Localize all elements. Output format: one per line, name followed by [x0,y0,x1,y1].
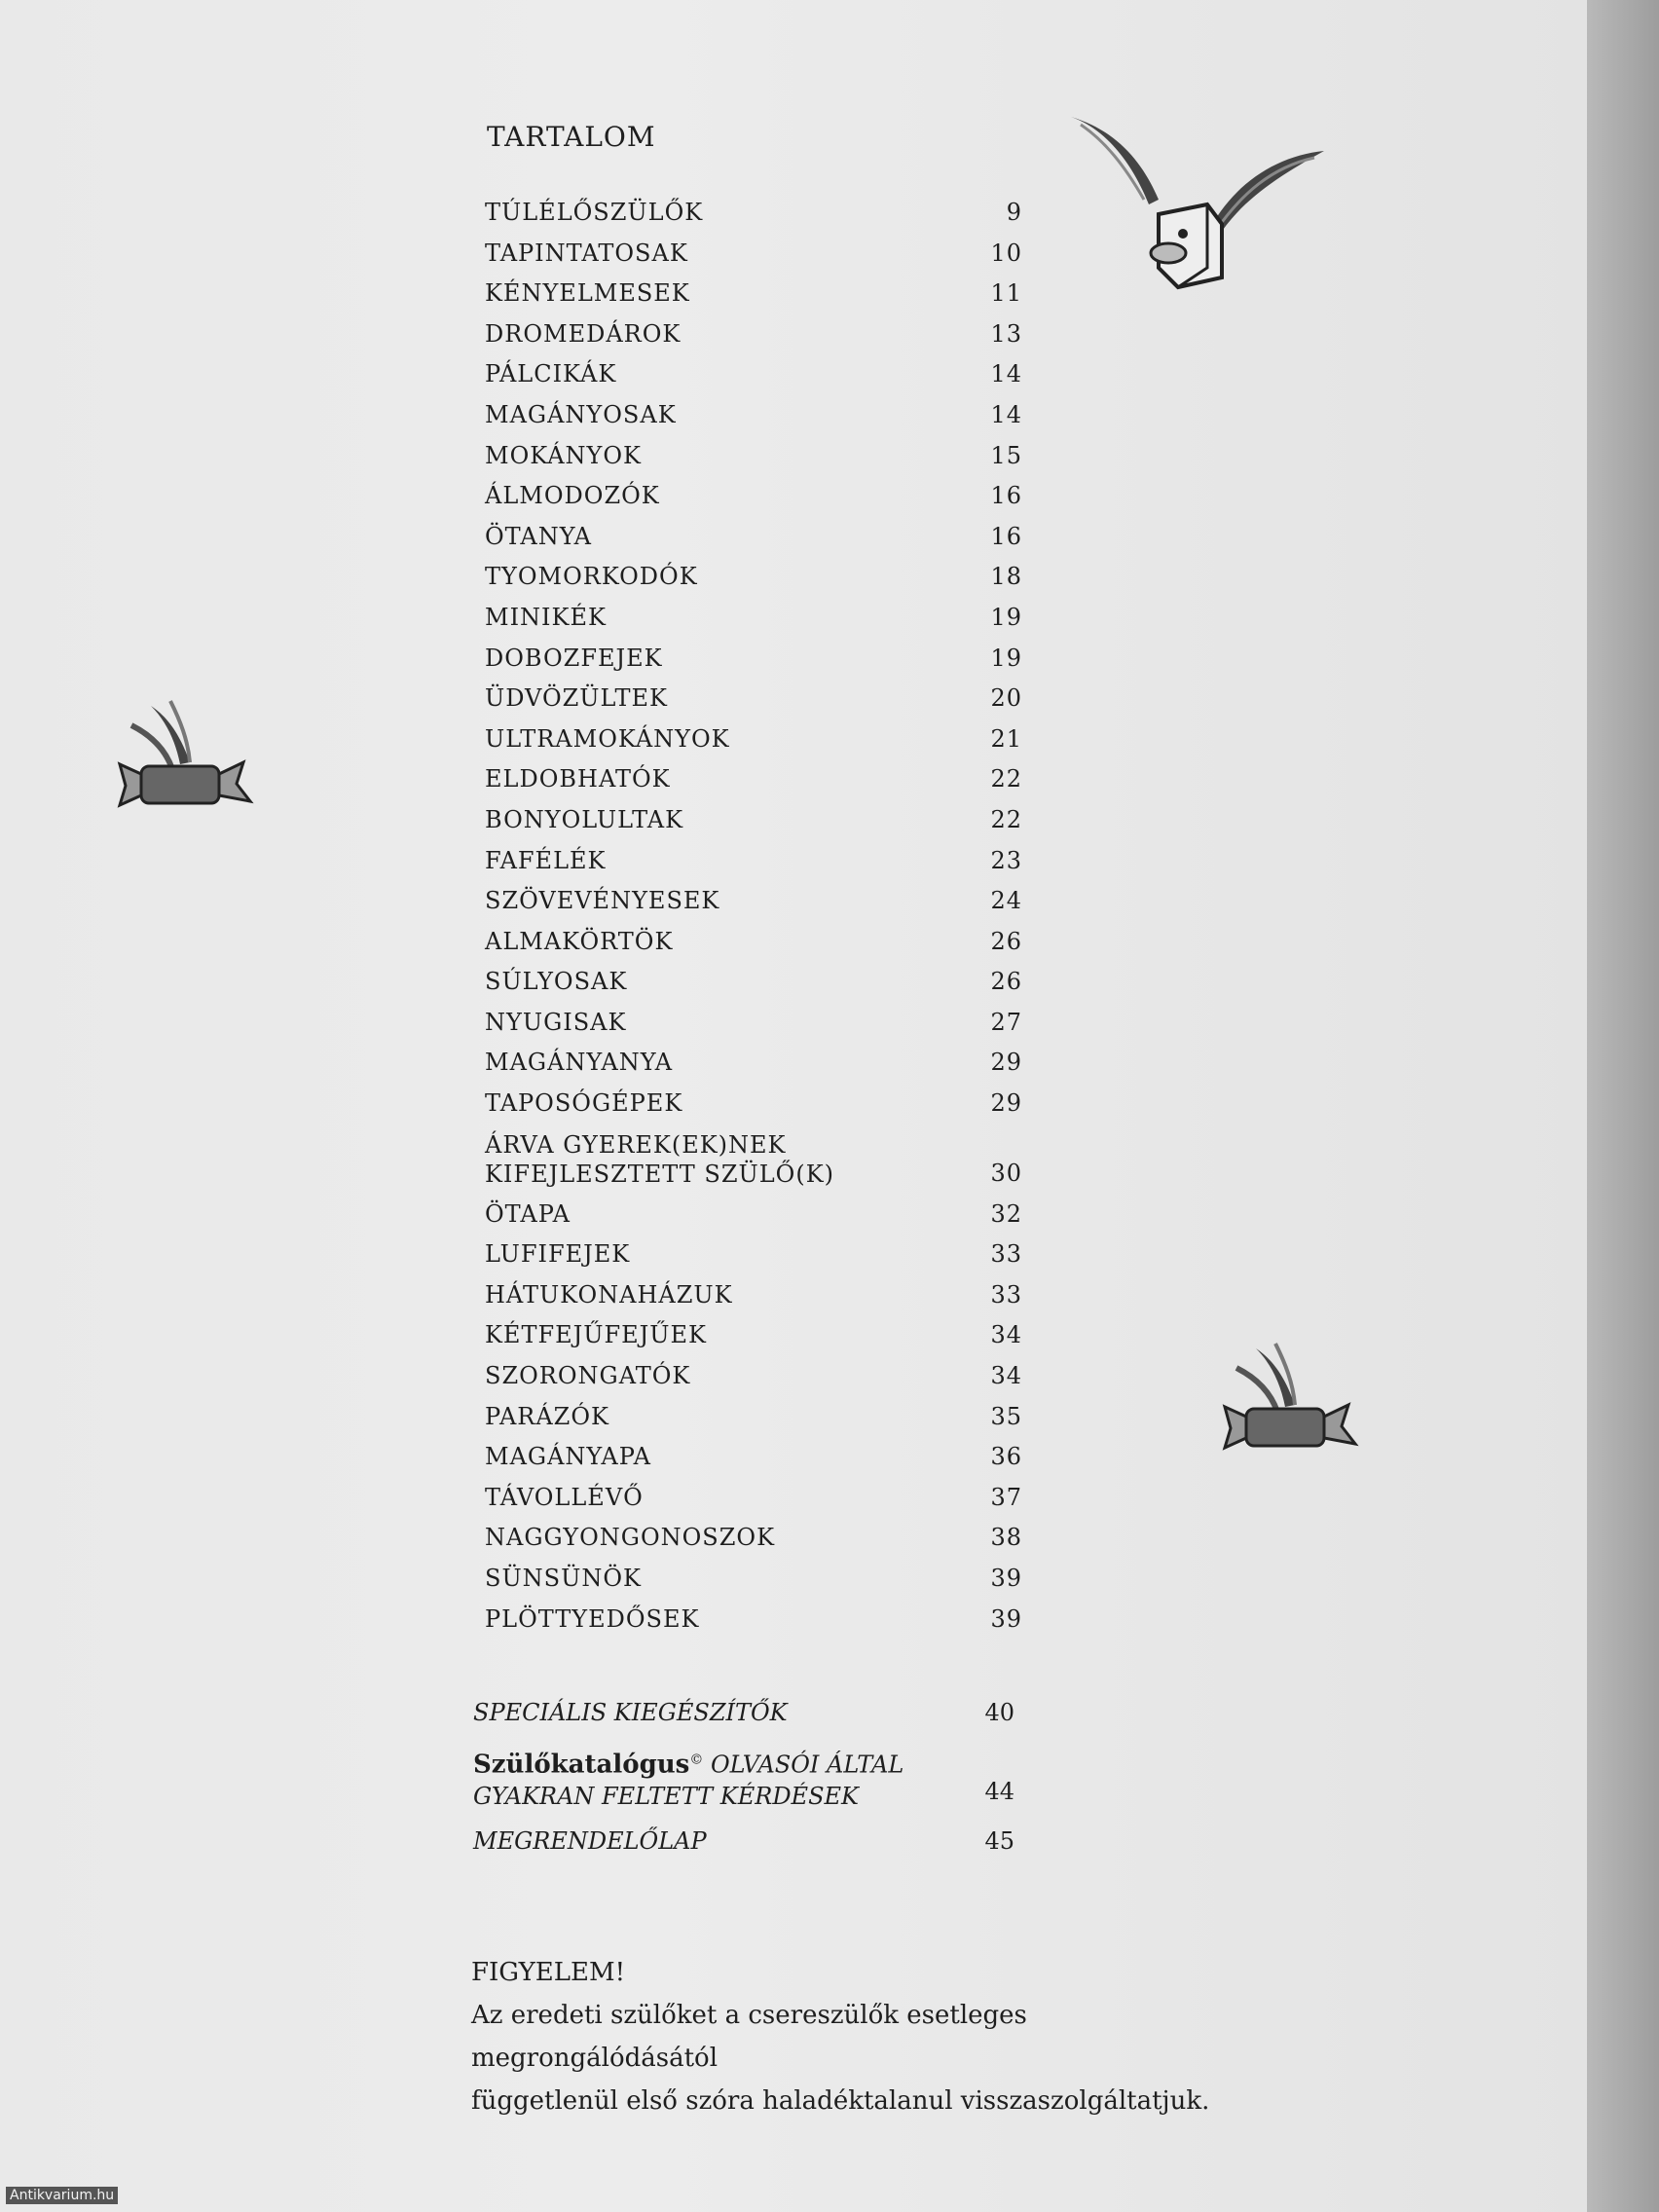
toc-entry [467,598,1032,639]
toc-entry-page: 29 [990,1049,1022,1077]
notice-heading: FIGYELEM! [471,1958,626,1987]
toc-entry [467,1084,1032,1124]
toc-entry-page: 19 [990,603,1022,631]
toc-entry-label: MOKÁNYOK [485,441,642,469]
toc-entry-label: ÖTAPA [485,1199,571,1228]
toc-entry-page: 27 [990,1008,1022,1036]
toc-entry-label: BONYOLULTAK [485,805,684,833]
toc-entry-label: NYUGISAK [485,1008,627,1036]
toc-entry-label: DROMEDÁROK [485,319,682,348]
toc-entry [467,922,1032,963]
toc-entry-label: MINIKÉK [485,603,607,631]
toc-entry-label: ULTRAMOKÁNYOK [485,724,730,753]
brand-name: Szülőkatalógus [473,1750,690,1780]
toc-entry [467,1043,1032,1084]
toc-entry [467,436,1032,477]
toc-entry-page: 38 [990,1524,1022,1552]
toc-entry-label: SZORONGATÓK [485,1362,691,1390]
toc-entry-label: ÖTANYA [485,522,593,550]
toc-entry-page: 39 [990,1604,1022,1633]
toc-entry-label: TÁVOLLÉVŐ [485,1483,644,1511]
toc-entry [467,1275,1032,1316]
toc-entry-page: 9 [1006,199,1022,226]
toc-entry [467,395,1032,436]
toc-entry-label: TAPINTATOSAK [485,239,688,267]
toc-entry-label: SÚLYOSAK [485,968,628,996]
toc-entry-page: 39 [990,1565,1022,1592]
toc-entry-page: 16 [990,522,1022,550]
toc-entry-label: MAGÁNYANYA [485,1049,674,1077]
toc-entry-page: 16 [990,482,1022,510]
toc-entry [467,517,1032,558]
toc-entry-label: ÁLMODOZÓK [485,482,660,510]
toc-entry-label: SZÖVEVÉNYESEK [485,887,720,915]
toc-entry-label: TAPOSÓGÉPEK [485,1089,683,1118]
toc-entry-label: PÁLCIKÁK [485,360,617,388]
toc-entry-page: 14 [990,360,1022,388]
copyright-mark: © [689,1751,704,1767]
toc-entry [467,1600,1032,1641]
toc-entry-page: 34 [990,1362,1022,1390]
toc-entry-page: 24 [990,887,1022,915]
toc-entry-special [473,1692,1018,1733]
toc-entry-label: PARÁZÓK [485,1402,609,1430]
toc-entry-label: MAGÁNYOSAK [485,400,677,428]
toc-entry-page: 23 [990,846,1022,874]
toc-entry [467,234,1032,275]
toc-entry [467,1518,1032,1559]
toc-entry [467,679,1032,719]
toc-entry-label: KÉNYELMESEK [485,279,690,308]
toc-entry-page: 18 [990,563,1022,591]
notice-line-2: függetlenül első szóra haladéktalanul visszaszolgáltatjuk. [471,2086,1210,2116]
toc-entry-page: 35 [990,1402,1022,1430]
page-title: TARTALOM [487,121,656,153]
toc-entry-label: ÜDVÖZÜLTEK [485,684,668,713]
flying-candy-icon [112,696,258,823]
toc-entry-page: 34 [990,1321,1022,1349]
toc-entry [467,1124,1032,1195]
toc-entry [467,354,1032,395]
toc-entry-page: 15 [990,441,1022,469]
toc-entry [467,841,1032,882]
toc-entry-label: NAGGYONGONOSZOK [485,1524,776,1552]
extras-section [473,1692,1018,1862]
toc-entry-label: LUFIFEJEK [485,1240,631,1269]
toc-entry-label: MEGRENDELŐLAP [473,1827,707,1855]
toc-entry-page: 33 [990,1240,1022,1269]
toc-entry-page: 10 [990,239,1022,267]
toc-entry-page: 30 [990,1159,1022,1187]
toc-entry [467,759,1032,800]
toc-entry-label: KÉTFEJŰFEJŰEK [485,1321,707,1349]
toc-entry-label: MAGÁNYAPA [485,1443,651,1471]
toc-entry [467,881,1032,922]
faq-line-1: OLVASÓI ÁLTAL [710,1751,904,1779]
toc-entry [467,1235,1032,1275]
toc-entry [467,476,1032,517]
toc-entry-page: 37 [990,1483,1022,1511]
toc-entry [467,193,1032,234]
toc-entry-label: TYOMORKODÓK [485,563,698,591]
toc-entry-page: 20 [990,684,1022,713]
toc-entry [467,1003,1032,1044]
toc-entry [467,1559,1032,1600]
toc-entry-order [473,1821,1018,1862]
flying-candy-icon [1217,1339,1363,1465]
toc-entry-page: 32 [990,1199,1022,1228]
toc-entry [467,639,1032,680]
toc-entry-page: 44 [984,1778,1014,1805]
toc-entry [467,719,1032,760]
toc-entry-label: HÁTUKONAHÁZUK [485,1280,733,1309]
toc-entry [467,1397,1032,1438]
toc-entry-label: ALMAKÖRTÖK [485,927,674,955]
toc-entry-label: SPECIÁLIS KIEGÉSZÍTŐK [473,1699,788,1726]
toc-entry [467,1195,1032,1235]
table-of-contents [467,193,1032,1640]
toc-entry-page: 45 [984,1827,1014,1855]
toc-entry-page: 13 [990,319,1022,348]
toc-entry-label: TÚLÉLŐSZÜLŐK [485,199,704,226]
toc-entry-page: 14 [990,400,1022,428]
toc-entry-label: SÜNSÜNÖK [485,1565,642,1592]
toc-entry-page: 29 [990,1089,1022,1118]
watermark: Antikvarium.hu [6,2187,118,2204]
toc-entry [467,1478,1032,1519]
toc-entry-faq [473,1743,1018,1821]
toc-entry-label-line: ÁRVA GYEREK(EK)NEK [485,1130,787,1159]
notice-line-1: Az eredeti szülőket a csereszülők esetleges megrongálódásától [471,2001,1027,2073]
toc-entry-page: 21 [990,724,1022,753]
toc-entry-label: FAFÉLÉK [485,846,607,874]
page-edge [1587,0,1659,2212]
flying-box-head-icon [1061,107,1334,292]
toc-entry-page: 40 [984,1699,1014,1726]
toc-entry-page: 33 [990,1280,1022,1309]
toc-entry-page: 22 [990,805,1022,833]
toc-entry-label [485,1130,834,1189]
toc-entry [467,274,1032,314]
toc-entry-label-line: KIFEJLESZTETT SZÜLŐ(K) [485,1160,835,1188]
notice [471,1951,1270,2122]
faq-line-2: GYAKRAN FELTETT KÉRDÉSEK [473,1782,859,1810]
toc-entry [467,962,1032,1003]
toc-entry [467,800,1032,841]
toc-entry-page: 36 [990,1443,1022,1471]
toc-entry-page: 26 [990,968,1022,996]
toc-entry [467,1315,1032,1356]
toc-entry [467,557,1032,598]
toc-entry [467,314,1032,355]
toc-entry-label: ELDOBHATÓK [485,765,671,793]
toc-entry-label: PLÖTTYEDŐSEK [485,1604,700,1633]
toc-entry-label: DOBOZFEJEK [485,644,663,672]
toc-entry-page: 26 [990,927,1022,955]
toc-entry [467,1437,1032,1478]
toc-entry-page: 11 [990,279,1022,308]
toc-entry-page: 22 [990,765,1022,793]
toc-entry [467,1356,1032,1397]
toc-entry-page: 19 [990,644,1022,672]
